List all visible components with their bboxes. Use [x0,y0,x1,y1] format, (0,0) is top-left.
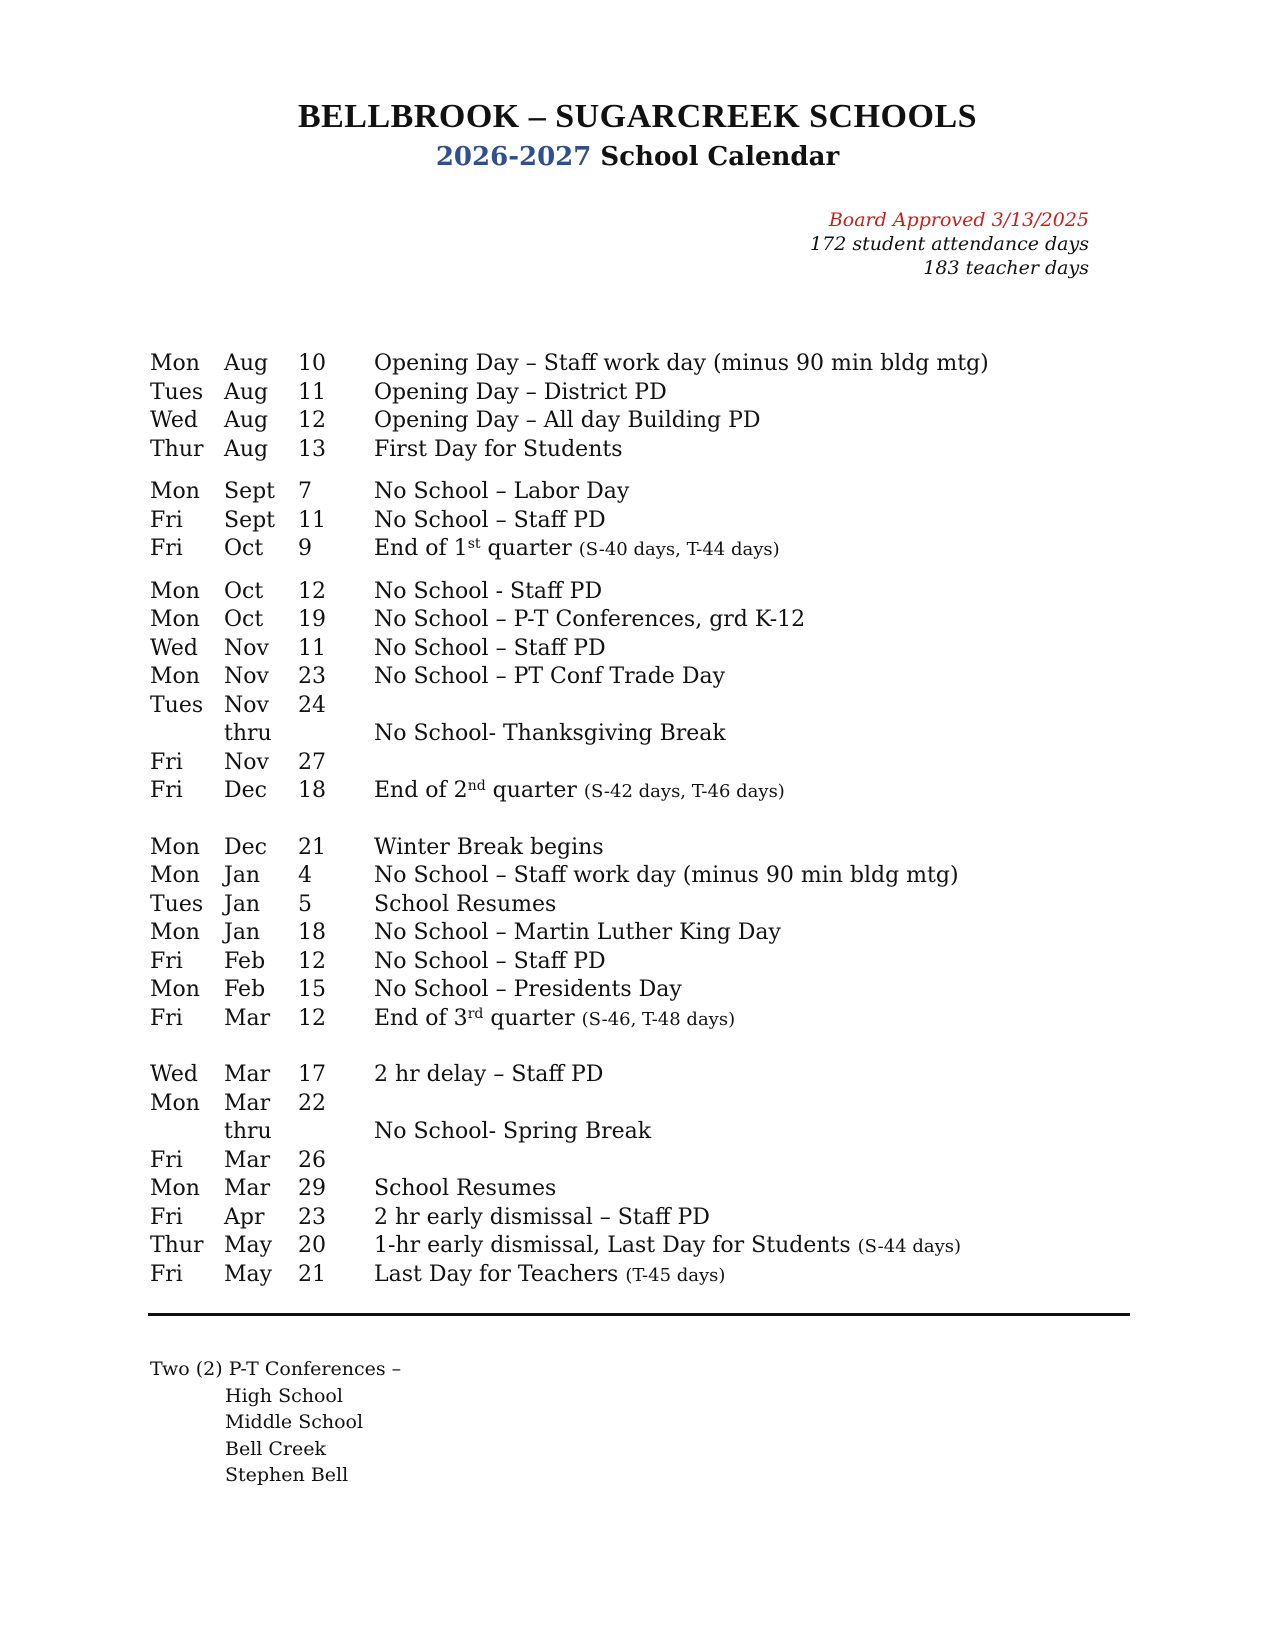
event-text: School Resumes [374,1176,557,1201]
date: 12 [298,578,326,604]
event-description [374,1261,725,1291]
board-approved: Board Approved 3/13/2025 [828,209,1089,231]
calendar-row [150,834,1100,863]
date: 18 [298,920,326,945]
event-description [374,478,629,507]
event-description [374,578,602,607]
calendar-group [150,1061,1100,1289]
weekday: Mon [150,863,200,888]
calendar-row [150,606,1100,635]
event-description [374,720,726,749]
calendar-row [150,1175,1100,1204]
page-subtitle [0,142,1275,172]
event-text-after: quarter [485,778,584,803]
event-text: No School – Martin Luther King Day [374,920,781,945]
event-description [374,1232,961,1262]
event-description [374,1118,651,1147]
date: 11 [298,507,326,533]
date: 20 [298,1233,326,1258]
event-text: End of 2 [374,778,468,803]
school-name: Bell Creek [225,1437,327,1460]
calendar-group [150,834,1100,1034]
month: Jan [224,891,261,917]
weekday: Fri [150,507,183,533]
school-year: 2026-2027 [435,142,592,172]
date: 23 [298,1204,326,1230]
weekday: Mon [150,977,200,1002]
calendar-row [150,692,1100,721]
student-days: 172 student attendance days [810,233,1089,255]
event-description [374,350,989,379]
date: 5 [298,891,312,917]
date: 21 [298,834,326,860]
conferences-heading: Two (2) P-T Conferences – [150,1358,402,1380]
event-text: Winter Break begins [374,834,604,860]
calendar-row [150,350,1100,379]
weekday: Tues [150,692,204,718]
date: 4 [298,863,312,888]
event-text: First Day for Students [374,436,623,462]
calendar-row [150,891,1100,920]
calendar-group [150,350,1100,464]
date: 9 [298,536,312,561]
event-description [374,436,623,465]
month: Feb [224,948,266,974]
event-description [374,535,780,565]
date: 18 [298,778,326,803]
weekday: Mon [150,920,200,945]
event-text: 2 hr early dismissal – Staff PD [374,1204,710,1230]
event-text: No School – Presidents Day [374,977,682,1002]
event-text: No School- Spring Break [374,1119,652,1144]
approval-block [810,208,1089,280]
event-description [374,976,682,1005]
event-text: Opening Day – District PD [374,379,667,405]
date: 15 [298,977,326,1002]
event-text: No School – Staff PD [374,507,606,533]
month: Aug [224,351,269,376]
month: May [224,1261,273,1287]
month: Nov [224,635,269,661]
school-name: Middle School [225,1411,364,1433]
day-count-note: (S-40 days, T-44 days) [578,539,780,560]
calendar-group [150,478,1100,564]
ordinal-suffix: nd [467,778,486,794]
month: Sept [224,507,276,533]
month: Mar [224,1005,271,1031]
event-text: No School – Staff work day (minus 90 min bldg mtg) [374,863,959,888]
date: 26 [298,1147,326,1173]
ordinal-suffix: st [467,536,481,552]
event-description [374,635,606,664]
weekday: Fri [150,1147,183,1173]
date: 22 [298,1090,326,1116]
date: 29 [298,1176,326,1201]
calendar-row [150,1232,1100,1261]
weekday: Fri [150,1005,183,1031]
weekday: Mon [150,664,200,689]
event-text: No School – P-T Conferences, grd K-12 [374,607,806,632]
event-description [374,862,959,891]
date: 13 [298,436,326,462]
event-text: 1-hr early dismissal, Last Day for Students [374,1233,858,1258]
event-description [374,1005,735,1035]
date: 23 [298,664,326,689]
calendar-row [150,1005,1100,1034]
calendar-row [150,919,1100,948]
month: Oct [224,578,264,604]
event-text: End of 3 [374,1005,468,1031]
event-text: No School- Thanksgiving Break [374,721,726,746]
month: Aug [224,408,269,433]
page-title: BELLBROOK – SUGARCREEK SCHOOLS [297,98,978,135]
date: 12 [298,948,326,974]
day-count-note: (S-44 days) [857,1236,962,1257]
event-description [374,1061,603,1090]
weekday: Mon [150,1176,200,1201]
month: Jan [224,863,261,888]
calendar-row [150,1204,1100,1233]
event-text: Opening Day – Staff work day (minus 90 min bldg mtg) [374,351,989,376]
month: May [224,1233,273,1258]
calendar-row [150,1061,1100,1090]
event-description [374,407,761,436]
month: Feb [224,977,266,1002]
date: 21 [298,1261,326,1287]
calendar-row [150,1118,1100,1147]
calendar-list [150,350,1100,1303]
school-name: High School [225,1384,343,1407]
event-text: 2 hr delay – Staff PD [374,1062,604,1087]
event-text-after: quarter [483,1005,582,1031]
date: 17 [298,1062,326,1087]
weekday: Fri [150,1261,183,1287]
event-description [374,919,781,948]
month: Jan [224,920,261,945]
event-description [374,606,805,635]
month: Mar [224,1176,271,1201]
event-description [374,663,725,692]
month: Dec [224,778,267,803]
weekday: Mon [150,834,200,860]
date: 11 [298,379,326,405]
divider-line [148,1313,1130,1316]
event-text: School Resumes [374,891,557,917]
date: 24 [298,692,326,718]
month: Nov [224,692,269,718]
weekday: Mon [150,1090,200,1116]
month: Aug [224,436,269,462]
month: Oct [224,607,264,632]
weekday: Thur [150,1233,204,1258]
date: 12 [298,408,326,433]
calendar-row [150,478,1100,507]
event-text: No School – Labor Day [374,479,630,504]
event-text: No School – PT Conf Trade Day [374,664,726,689]
calendar-row [150,535,1100,564]
calendar-row [150,663,1100,692]
event-text-after: quarter [480,536,579,561]
event-description [374,1204,710,1233]
event-text: No School - Staff PD [374,578,603,604]
calendar-row [150,1090,1100,1119]
weekday: Tues [150,379,204,405]
month: Mar [224,1090,271,1116]
weekday: Fri [150,1204,183,1230]
weekday: Mon [150,578,200,604]
month: Apr [224,1204,265,1230]
event-description [374,1175,556,1204]
subtitle-text: School Calendar [591,142,840,172]
calendar-row [150,578,1100,607]
weekday: Tues [150,891,204,917]
ordinal-suffix: rd [467,1005,484,1022]
month: thru [224,721,272,746]
event-text: No School – Staff PD [374,635,606,661]
day-count-note: (S-46, T-48 days) [581,1008,736,1030]
event-description [374,948,606,977]
day-count-note: (T-45 days) [625,1264,726,1286]
calendar-row [150,379,1100,408]
calendar-row [150,507,1100,536]
date: 10 [298,351,326,376]
calendar-row [150,635,1100,664]
calendar-row [150,720,1100,749]
calendar-row [150,749,1100,778]
month: Mar [224,1147,271,1173]
conferences-note [150,1356,401,1489]
calendar-row [150,777,1100,806]
event-text: Opening Day – All day Building PD [374,408,761,433]
date: 7 [298,479,312,504]
calendar-row [150,1261,1100,1290]
weekday: Wed [150,408,198,433]
event-text: End of 1 [374,536,468,561]
weekday: Wed [150,1062,198,1087]
month: Oct [224,536,264,561]
month: Nov [224,749,269,775]
event-description [374,777,785,807]
month: Dec [224,834,267,860]
event-description [374,379,667,408]
calendar-group [150,578,1100,806]
month: Mar [224,1062,271,1087]
weekday: Wed [150,635,198,661]
event-text: No School – Staff PD [374,948,606,974]
calendar-row [150,976,1100,1005]
weekday: Fri [150,749,183,775]
event-description [374,507,606,536]
month: Nov [224,664,269,689]
weekday: Mon [150,351,200,376]
weekday: Fri [150,778,183,803]
school-name: Stephen Bell [225,1464,349,1486]
month: thru [224,1119,272,1144]
event-description [374,891,556,920]
calendar-row [150,1147,1100,1176]
date: 11 [298,635,326,661]
calendar-row [150,948,1100,977]
event-description [374,834,604,863]
day-count-note: (S-42 days, T-46 days) [583,781,785,802]
calendar-row [150,862,1100,891]
teacher-days: 183 teacher days [923,257,1089,279]
weekday: Thur [150,436,204,462]
calendar-row [150,407,1100,436]
weekday: Mon [150,479,200,504]
date: 19 [298,607,326,632]
month: Sept [224,479,276,504]
date: 12 [298,1005,326,1031]
weekday: Fri [150,948,183,974]
weekday: Fri [150,536,183,561]
event-text: Last Day for Teachers [374,1261,626,1287]
calendar-row [150,436,1100,465]
month: Aug [224,379,269,405]
weekday: Mon [150,607,200,632]
date: 27 [298,749,326,775]
